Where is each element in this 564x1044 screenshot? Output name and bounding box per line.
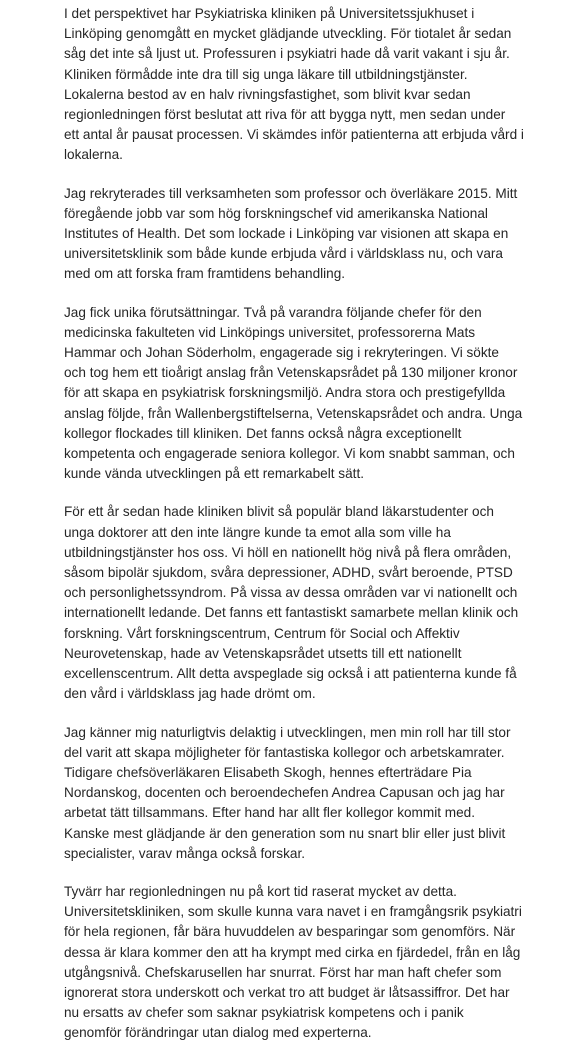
paragraph-1: I det perspektivet har Psykiatriska kliniken på Universitetssjukhuset i Linköping genomgått en mycket glädjande utveckling. För tiotalet år sedan såg det inte så ljust ut. Professuren i psykiatri hade då varit vakant i sju år. Kliniken förmådde inte dra till sig unga läkare till utbildningstjänster. Lokalerna bestod av en halv rivningsfastighet, som blivit kvar sedan regionledningen först beslutat att riva för att bygga nytt, men sedan under ett antal år pausat processen. Vi skämdes inför patienterna att erbjuda vård i lokalerna.: [64, 6, 524, 163]
paragraph-4: För ett år sedan hade kliniken blivit så populär bland läkarstudenter och unga doktorer att den inte längre kunde ta emot alla som ville ha utbildningstjänster hos oss. Vi höll en nationellt hög nivå på flera områden, såsom bipolär sjukdom, svåra depressioner, ADHD, svårt beroende, PTSD och personlighetssyndrom. På vissa av dessa områden var vi nationellt och internationellt ledande. Det fanns ett fantastiskt samarbete mellan klinik och forskning. Vårt forskningscentrum, Centrum för Social och Affektiv Neurovetenskap, hade av Vetenskapsrådet utsetts till ett nationellt excellenscentrum. Allt detta avspeglade sig också i att patienterna kunde få den vård i världsklass jag hade drömt om.: [64, 504, 519, 702]
paragraph-5: Jag känner mig naturligtvis delaktig i utvecklingen, men min roll har till stor del varit att skapa möjligheter för fantastiska kollegor och arbetskamrater. Tidigare chefsöverläkaren Elisabeth Skogh, hennes efterträdare Pia Nordanskog, docenten och beroendechefen Andrea Capusan och jag har arbetat tätt tillsammans. Efter hand har allt fler kollegor kommit med. Kanske mest glädjande är den generation som nu snart blir eller just blivit specialister, varav många också forskar.: [64, 724, 511, 861]
paragraph-2: Jag rekryterades till verksamheten som professor och överläkare 2015. Mitt föregående jobb var som hög forskningschef vid amerikanska National Institutes of Health. Det som lockade i Linköping var visionen att skapa en universitetsklinik som både kunde erbjuda vård i världsklass nu, och vara med om att forska fram framtidens behandling.: [64, 185, 518, 282]
paragraph-3: Jag fick unika förutsättningar. Två på varandra följande chefer för den medicinska fakulteten vid Linköpings universitet, professorerna Mats Hammar och Johan Söderholm, engagerade sig i rekryteringen. Vi sökte och tog hem ett tioårigt anslag från Vetenskapsrådet på 130 miljoner kronor för att skapa en psykiatrisk forskningsmiljö. Andra stora och prestigefyllda anslag följde, från Wallenbergstiftelserna, Vetenskapsrådet och andra. Unga kollegor flockades till kliniken. Det fanns också några exceptionellt kompetenta och engagerade seniora kollegor. Vi kom snabbt samman, och kunde vända utvecklingen på ett remarkabelt sätt.: [64, 304, 523, 482]
paragraph-6: Tyvärr har regionledningen nu på kort tid raserat mycket av detta. Universitetskliniken, som skulle kunna vara navet i en framgångsrik psykiatri för hela regionen, får bära huvuddelen av besparingar som genomförs. När dessa är klara kommer den att ha krympt med cirka en fjärdedel, från en låg utgångsnivå. Chefskarusellen har snurrat. Först har man haft chefer som ignorerat stora underskott och verkat tro att budget är låtsassiffror. Det har nu ersatts av chefer som saknar psykiatrisk kompetens och i panik genomför förändringar utan dialog med experterna.: [64, 883, 522, 1041]
